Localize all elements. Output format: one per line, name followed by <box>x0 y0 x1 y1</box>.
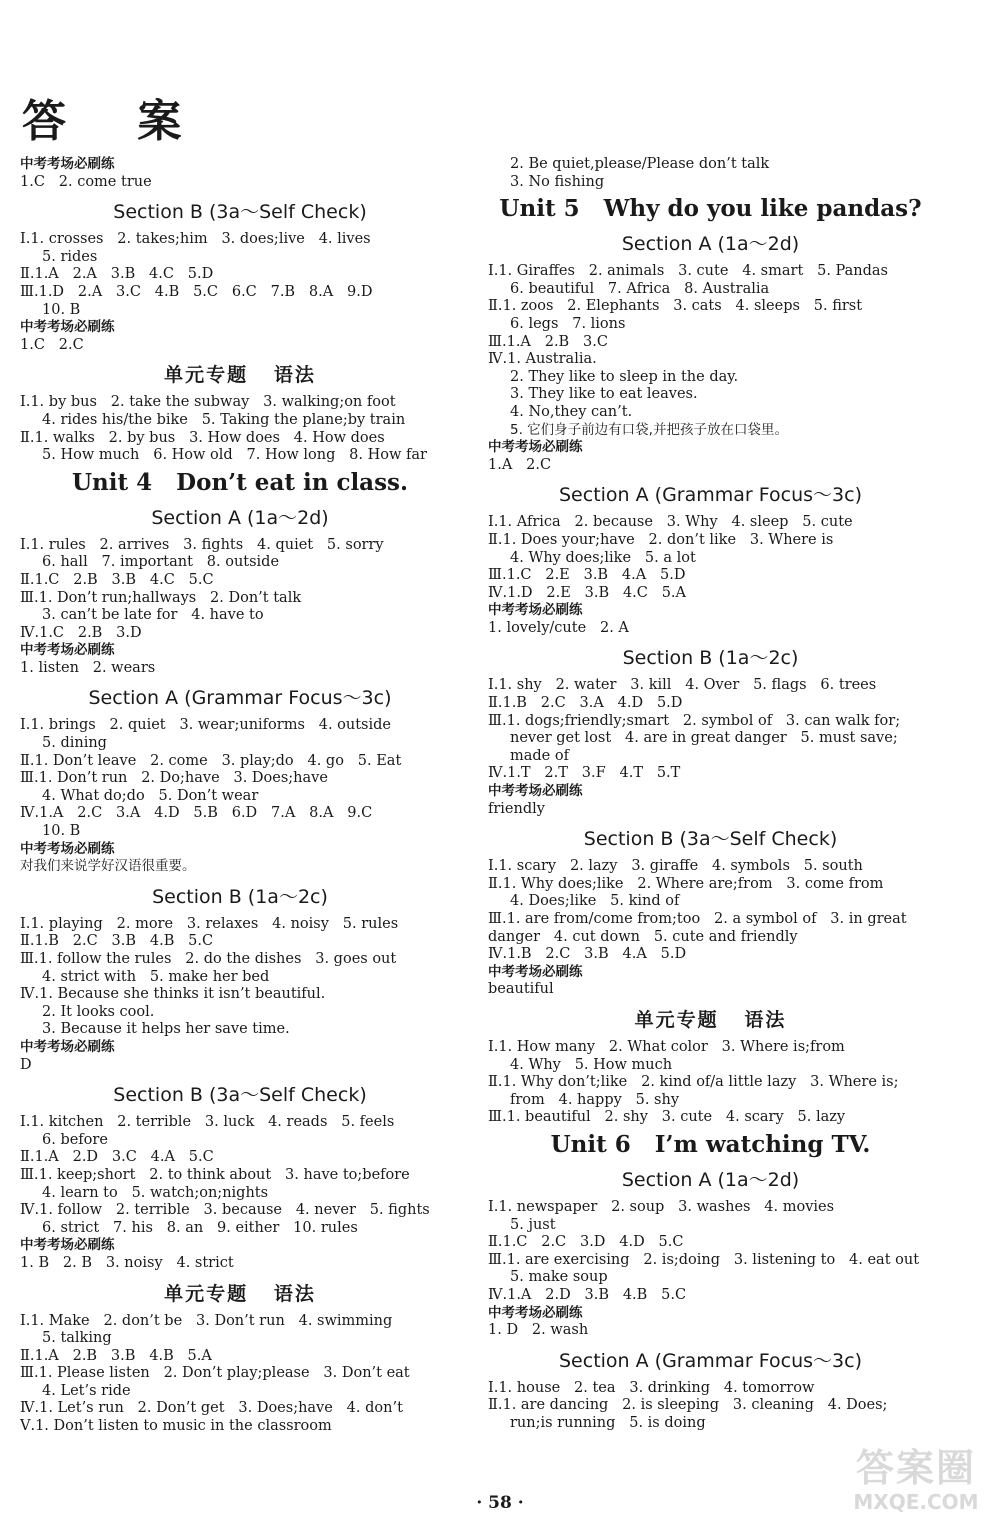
answer-line: 4. Why 5. How much <box>510 1056 673 1073</box>
watermark-cn: 答案圈 <box>855 1446 976 1490</box>
answer-line: Ⅲ.1. dogs;friendly;smart 2. symbol of 3. can walk for; <box>488 712 901 729</box>
answer-line: 1.C 2.C <box>20 336 84 353</box>
answer-line: Ⅰ.1. newspaper 2. soup 3. washes 4. movies <box>488 1198 835 1215</box>
section-heading: Section B (3a～Self Check) <box>583 828 838 851</box>
answer-line: 1.A 2.C <box>488 456 552 473</box>
answer-line: Ⅱ.1.C 2.C 3.D 4.D 5.C <box>488 1234 684 1251</box>
section-heading: Section A (1a～2d) <box>151 506 329 529</box>
answer-line: Ⅰ.1. playing 2. more 3. relaxes 4. noisy 5. rules <box>20 915 399 932</box>
answer-line: Ⅰ.1. shy 2. water 3. kill 4. Over 5. flags 6. trees <box>488 677 877 694</box>
exam-practice-label: 中考考场必刷练 <box>488 602 583 619</box>
answer-line: Ⅳ.1. Because she thinks it isn’t beautiful. <box>20 986 326 1003</box>
answer-line: Ⅳ.1. Australia. <box>488 351 597 368</box>
answer-line: 4. No,they can’t. <box>510 403 633 420</box>
answer-line: 2. They like to sleep in the day. <box>510 368 739 385</box>
answer-line: Ⅰ.1. How many 2. What color 3. Where is;from <box>488 1038 845 1055</box>
exam-practice-label: 中考考场必刷练 <box>488 783 583 800</box>
answer-line: Ⅰ.1. house 2. tea 3. drinking 4. tomorrow <box>488 1379 815 1396</box>
answer-line: Ⅰ.1. Africa 2. because 3. Why 4. sleep 5. cute <box>488 514 853 531</box>
answer-line: Ⅱ.1.B 2.C 3.B 4.B 5.C <box>20 933 214 950</box>
answer-line: 6. legs 7. lions <box>510 315 626 332</box>
answer-line: Ⅳ.1.C 2.B 3.D <box>20 624 142 641</box>
exam-practice-label: 中考考场必刷练 <box>488 1304 583 1321</box>
answer-line: Ⅲ.1. are exercising 2. is;doing 3. listening to 4. eat out <box>488 1251 920 1268</box>
answer-line: Ⅲ.1. follow the rules 2. do the dishes 3. goes out <box>20 951 397 967</box>
answer-line: 6. beautiful 7. Africa 8. Australia <box>510 280 770 297</box>
answer-line: Ⅱ.1.A 2.B 3.B 4.B 5.A <box>20 1347 212 1364</box>
answer-line: Ⅱ.1.C 2.B 3.B 4.C 5.C <box>20 571 214 588</box>
answer-line: Ⅳ.1. Let’s run 2. Don’t get 3. Does;have 4. don’t <box>20 1400 403 1417</box>
answer-line: Ⅰ.1. by bus 2. take the subway 3. walking;on foot <box>20 394 396 411</box>
answer-line: Ⅳ.1.A 2.C 3.A 4.D 5.B 6.D 7.A 8.A 9.C <box>20 805 373 822</box>
answer-line: 5. just <box>510 1216 556 1233</box>
answer-line: 3. They like to eat leaves. <box>510 386 698 403</box>
section-heading: Section A (1a～2d) <box>621 233 800 256</box>
unit-title: Unit 6 I’m watching TV. <box>550 1130 871 1158</box>
answer-line: Ⅱ.1.A 2.D 3.C 4.A 5.C <box>20 1149 214 1166</box>
answer-line: danger 4. cut down 5. cute and friendly <box>488 928 798 945</box>
answer-line: 6. before <box>42 1131 108 1148</box>
answer-line: Ⅲ.1.C 2.E 3.B 4.A 5.D <box>488 567 686 584</box>
answer-line: Ⅲ.1.A 2.B 3.C <box>488 333 608 350</box>
answer-line: 4. What do;do 5. Don’t wear <box>42 787 259 804</box>
watermark-logo <box>846 1445 986 1525</box>
answer-line: 1. D 2. wash <box>488 1322 589 1339</box>
answer-line: 5. 它们身子前边有口袋,并把孩子放在口袋里。 <box>510 421 788 438</box>
exam-practice-label: 中考考场必刷练 <box>488 439 583 456</box>
exam-practice-label: 中考考场必刷练 <box>20 319 115 336</box>
answer-line: Ⅱ.1. are dancing 2. is sleeping 3. cleaning 4. Does; <box>488 1397 888 1414</box>
answer-line: Ⅱ.1. zoos 2. Elephants 3. cats 4. sleeps 5. first <box>488 298 863 315</box>
answer-line: 4. Why does;like 5. a lot <box>510 549 696 566</box>
answer-line: Ⅲ.1. beautiful 2. shy 3. cute 4. scary 5. lazy <box>488 1109 846 1126</box>
answer-line: 对我们来说学好汉语很重要。 <box>20 858 196 875</box>
answer-line: 1. lovely/cute 2. A <box>488 619 629 636</box>
section-heading: Section A (Grammar Focus～3c) <box>88 687 392 710</box>
answer-line: Ⅱ.1. Why don’t;like 2. kind of/a little lazy 3. Where is; <box>488 1074 899 1091</box>
page-title: 答 案 <box>22 96 210 147</box>
answer-line: Ⅲ.1. keep;short 2. to think about 3. have to;before <box>20 1166 410 1183</box>
answer-line: 5. make soup <box>510 1269 608 1286</box>
answer-line: from 4. happy 5. shy <box>510 1091 680 1108</box>
answer-line: Ⅱ.1. Does your;have 2. don’t like 3. Where is <box>488 531 834 548</box>
section-heading: Section A (1a～2d) <box>621 1168 800 1191</box>
section-heading: 单元专题 语法 <box>164 364 316 387</box>
section-heading: Section B (1a～2c) <box>152 885 328 908</box>
answer-line: Ⅴ.1. Don’t listen to music in the classroom <box>20 1418 332 1435</box>
answer-line: Ⅲ.1. Don’t run;hallways 2. Don’t talk <box>20 589 302 606</box>
section-heading: Section B (1a～2c) <box>622 647 799 670</box>
answer-line: friendly <box>488 800 545 817</box>
answer-line: Ⅱ.1. walks 2. by bus 3. How does 4. How does <box>20 429 385 446</box>
answer-line: Ⅱ.1. Why does;like 2. Where are;from 3. come from <box>488 875 884 892</box>
section-heading: 单元专题 语法 <box>164 1282 316 1305</box>
answer-line: 4. rides his/the bike 5. Taking the plane;by train <box>42 411 406 428</box>
section-heading: Section A (Grammar Focus～3c) <box>559 484 862 507</box>
answer-column-left <box>20 156 460 1436</box>
watermark-en: MXQE.COM <box>853 1490 979 1514</box>
answer-line: Ⅲ.1. are from/come from;too 2. a symbol of 3. in great <box>488 911 907 927</box>
exam-practice-label: 中考考场必刷练 <box>20 1237 115 1254</box>
answer-line: 4. learn to 5. watch;on;nights <box>42 1184 269 1201</box>
exam-practice-label: 中考考场必刷练 <box>488 963 583 980</box>
answer-line: 5. How much 6. How old 7. How long 8. How far <box>42 447 427 464</box>
answer-line: 4. Let’s ride <box>42 1382 131 1399</box>
answer-line: D <box>20 1056 32 1073</box>
answer-line: Ⅲ.1.D 2.A 3.C 4.B 5.C 6.C 7.B 8.A 9.D <box>20 283 373 300</box>
answer-line: 5. rides <box>42 248 98 265</box>
section-heading: Section B (3a～Self Check) <box>113 1084 367 1107</box>
answer-line: 1. listen 2. wears <box>20 659 156 676</box>
answer-line: 3. Because it helps her save time. <box>42 1021 290 1038</box>
answer-line: 4. strict with 5. make her bed <box>42 968 270 985</box>
page-number: · 58 · <box>476 1493 524 1513</box>
answer-line: 6. strict 7. his 8. an 9. either 10. rules <box>42 1219 358 1236</box>
answer-line: Ⅰ.1. scary 2. lazy 3. giraffe 4. symbols 5. south <box>488 858 863 875</box>
answer-line: Ⅰ.1. kitchen 2. terrible 3. luck 4. reads 5. feels <box>20 1114 395 1131</box>
answer-line: 1.C 2. come true <box>20 173 152 190</box>
answer-line: 3. No fishing <box>510 173 605 190</box>
answer-line: Ⅰ.1. brings 2. quiet 3. wear;uniforms 4. outside <box>20 717 391 734</box>
answer-line: Ⅳ.1.B 2.C 3.B 4.A 5.D <box>488 946 687 963</box>
answer-line: Ⅱ.1. Don’t leave 2. come 3. play;do 4. go 5. Eat <box>20 752 402 769</box>
answer-line: 5. dining <box>42 735 107 752</box>
answer-line: Ⅳ.1. follow 2. terrible 3. because 4. never 5. fights <box>20 1202 430 1219</box>
answer-line: Ⅳ.1.T 2.T 3.F 4.T 5.T <box>488 765 681 782</box>
answer-line: Ⅲ.1. Don’t run 2. Do;have 3. Does;have <box>20 770 328 787</box>
answer-line: 5. talking <box>42 1330 112 1347</box>
answer-line: 10. B <box>42 301 81 318</box>
answer-line: 2. Be quiet,please/Please don’t talk <box>510 156 770 172</box>
answer-line: Ⅰ.1. crosses 2. takes;him 3. does;live 4. lives <box>20 231 371 248</box>
section-heading: Section B (3a～Self Check) <box>113 201 367 224</box>
exam-practice-label: 中考考场必刷练 <box>20 1038 115 1055</box>
answer-line: Ⅲ.1. Please listen 2. Don’t play;please 3. Don’t eat <box>20 1365 410 1382</box>
section-heading: Section A (Grammar Focus～3c) <box>559 1349 862 1372</box>
answer-line: 4. Does;like 5. kind of <box>510 893 680 910</box>
answer-line: 2. It looks cool. <box>42 1003 155 1020</box>
answer-line: Ⅱ.1.A 2.A 3.B 4.C 5.D <box>20 266 214 283</box>
unit-title: Unit 5 Why do you like pandas? <box>499 195 922 223</box>
answer-line: made of <box>510 747 569 764</box>
answer-line: 10. B <box>42 823 81 840</box>
answer-line: 3. can’t be late for 4. have to <box>42 607 264 624</box>
answer-line: 6. hall 7. important 8. outside <box>42 554 280 571</box>
answer-line: Ⅱ.1.B 2.C 3.A 4.D 5.D <box>488 695 683 712</box>
answer-line: run;is running 5. is doing <box>510 1414 706 1431</box>
exam-practice-label: 中考考场必刷练 <box>20 642 115 659</box>
answer-line: Ⅰ.1. Giraffes 2. animals 3. cute 4. smart 5. Pandas <box>488 263 888 280</box>
answer-line: Ⅰ.1. rules 2. arrives 3. fights 4. quiet 5. sorry <box>20 536 384 553</box>
answer-line: Ⅳ.1.D 2.E 3.B 4.C 5.A <box>488 584 687 601</box>
answer-column-right <box>488 156 933 1432</box>
answer-line: Ⅰ.1. Make 2. don’t be 3. Don’t run 4. swimming <box>20 1312 393 1329</box>
unit-title: Unit 4 Don’t eat in class. <box>71 468 408 496</box>
answer-line: 1. B 2. B 3. noisy 4. strict <box>20 1254 234 1271</box>
answer-line: never get lost 4. are in great danger 5. must save; <box>510 730 898 747</box>
exam-practice-label: 中考考场必刷练 <box>20 840 115 857</box>
section-heading: 单元专题 语法 <box>634 1008 787 1031</box>
exam-practice-label: 中考考场必刷练 <box>20 156 115 172</box>
answer-line: Ⅳ.1.A 2.D 3.B 4.B 5.C <box>488 1286 687 1303</box>
answer-line: beautiful <box>488 981 554 998</box>
